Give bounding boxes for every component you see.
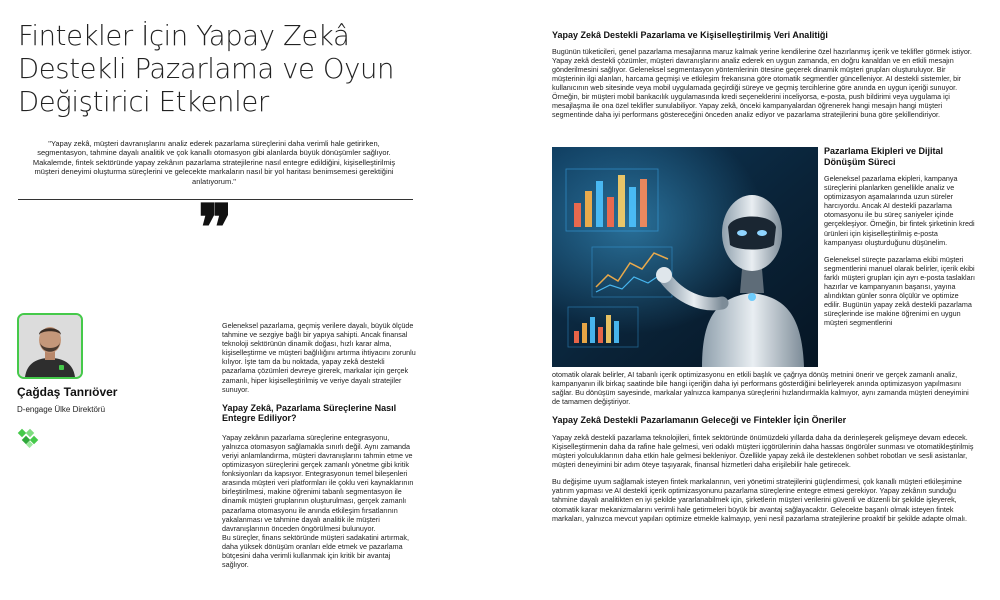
- paragraph-personalization: Bugünün tüketicileri, genel pazarlama mesajlarına maruz kalmak yerine kendilerine özel hazırlanmış içerik ve teklifler görmek istiyor. Yapay zekâ destekli çözümler, müşteri davranışlarını analiz ederek en uygun zamanda, en doğru kanaldan ve en etkili mesajın gönderilmesini sağlıyor. Geleneksel segmentasyon yöntemlerinin ötesine geçerek dinamik müşteri grupları oluşturuluyor. Bir müşterinin ilgi alanları, harcama geçmişi ve etkileşim frekansına göre otomatik segmentler güncelleniyor. AI destekli sistemler, bir kullanıcının web sitesinde veya mobil uygulamada geçirdiği süreye ve geçmiş tercihlerine göre anında en uygun içeriği sunuyor. Örneğin, bir müşteri mobil bankacılık uygulamasında kredi seçeneklerini inceliyorsa, e-posta, push bildirimi veya uygulama içi mesajlaşma ile ona özel teklifler sunulabiliyor. Yapay zekâ, önceki kampanyalardan öğrenerek hangi mesajın hangi müşteri segmentinde daha iyi performans göstereceğini önceden analiz ediyor ve pazarlama stratejilerini buna göre şekillendiriyor.: [552, 46, 972, 120]
- subheading-integration: Yapay Zekâ, Pazarlama Süreçlerine Nasıl Entegre Ediliyor?: [222, 402, 397, 424]
- quote-icon: ❞: [198, 191, 233, 266]
- author-role: D-engage Ülke Direktörü: [17, 405, 106, 414]
- paragraph-future: Yapay zekâ destekli pazarlama teknolojileri, fintek sektöründe önümüzdeki yıllarda daha da derinleşerek gelişmeye devam edecek. Kişiselleştirmenin daha da rafine hale gelmesi, veri odaklı müşteri içgörülerinin daha hassas öngörüler sunması ve otomatikleştirilmiş müşteri yolculuklarının daha etkin hale gelmesi bekleniyor. Özellikle yapay zekâ ile desteklenen sohbet robotları ve sesli asistanlar, müşteri deneyimini bir adım öteye taşıyarak, finansal hizmetleri daha erişilebilir hale getirecek.: [552, 432, 974, 470]
- intro-quote: "Yapay zekâ, müşteri davranışlarını analiz ederek pazarlama süreçlerini daha verimli hale getirirken, segmentasyon, tahmine dayalı analitik ve çok kanallı otomasyon gibi alanlarda büyük dönüşümler sağlıyor. Makalemde, fintek sektöründe yapay zekânın pazarlama stratejilerine nasıl entegre edildiğini, kişiselleştirilmiş müşteri deneyimi oluşturma süreçlerini ve gelecekte markaların nasıl bir yol haritası benimsemesi gerektiğini anlatıyorum.": [32, 139, 396, 186]
- subheading-future: Yapay Zekâ Destekli Pazarlamanın Geleceği ve Fintekler İçin Öneriler: [552, 415, 847, 426]
- right-page: [520, 0, 1000, 600]
- subheading-personalization: Yapay Zekâ Destekli Pazarlama ve Kişiselleştirilmiş Veri Analitiği: [552, 30, 828, 40]
- paragraph-traditional-process: Geleneksel süreçte pazarlama ekibi müşteri segmentlerini manuel olarak belirler, içerik ekibi farklı müşteri grupları için ayrı e-posta taslakları hazırlar ve kampanyanın başarısı, yayına alındıktan günler sonra ölçülür ve optimize edilir. Bugünün yapay zekâ destekli pazarlama süreçlerinde ise makine öğrenimi en uygun müşteri segmentlerini: [824, 254, 975, 328]
- article-title: Fintekler İçin Yapay Zekâ Destekli Pazarlama ve Oyun Değiştirici Etkenler: [18, 20, 395, 118]
- paragraph-recommendations: Bu değişime uyum sağlamak isteyen fintek markalarının, veri yönetimi stratejilerini güçlendirmesi, çok kanallı müşteri etkileşimine yatırım yapması ve AI destekli içerik optimizasyonunu pazarlama süreçlerine entegre etmesi gerekiyor. Yapay zekânın sunduğu tahmine dayalı analitikten en iyi şekilde yararlanabilmek için, şirketlerin müşteri verilerini güvenli ve düzenli bir şekilde işleyerek, otomatik karar mekanizmalarını verimli hale getirmeleri büyük bir avantaj sağlayacaktır. Gelecekte başarılı olmak isteyen fintek markaları, yalnızca mevcut yapıları optimize etmekle kalmayıp, yeni nesil pazarlama stratejilerine proaktif bir şekilde adapte olmalı.: [552, 477, 968, 523]
- author-avatar: [17, 313, 83, 379]
- subheading-digital-transformation: Pazarlama Ekipleri ve Dijital Dönüşüm Süreci: [824, 146, 944, 167]
- d-engage-logo-icon: [17, 428, 41, 448]
- left-article-column: [222, 321, 416, 569]
- paragraph-intro: Geleneksel pazarlama, geçmiş verilere dayalı, büyük ölçüde tahmine ve sezgiye bağlı bir yapıya sahipti. Ancak finansal teknoloji sektörünün dinamik doğası, hızlı karar alma, kişiselleştirme ve müşteri bağlılığını artırma ihtiyacını zorunlu kılıyor. İşte tam da bu noktada, yapay zekâ destekli pazarlama çözümleri devreye girerek, markalar için gerçek zamanlı, hiper kişiselleştirilmiş ve veriye dayalı stratejiler sunuyor.: [222, 321, 416, 394]
- robot-illustration: [552, 147, 818, 367]
- right-top-section: [552, 30, 977, 119]
- ai-robot-image: [552, 147, 818, 367]
- paragraph-benefits: Bu süreçler, finans sektöründe müşteri sadakatini artırmak, daha yüksek dönüşüm oranları elde etmek ve pazarlama bütçesini daha verimli kullanmak için kritik bir avantaj sağlıyor.: [222, 532, 409, 570]
- paragraph-traditional-process-cont: otomatik olarak belirler, AI tabanlı içerik optimizasyonu en etkili başlık ve çağrıya dönüş metnini önerir ve gerçek zamanlı analiz, kampanyanın ilk birkaç saatinde bile hangi içeriğin daha iyi performans gösterdiğini belirleyerek anında optimizasyon yapılmasını sağlar. Bu dönüşüm sayesinde, markalar yalnızca kampanya süreçlerini hızlandırmakla kalmıyor, aynı zamanda müşteri deneyimini de tamamen değiştiriyor.: [552, 370, 969, 407]
- right-bottom-section: [552, 370, 977, 523]
- paragraph-integration: Yapay zekânın pazarlama süreçlerine entegrasyonu, yalnızca otomasyon sağlamakla sınırlı değil. Aynı zamanda veriyi anlamlandırma, müşteri davranışlarını tahmin etme ve optimizasyon süreçlerini gerçek zamanlı yönetme gibi kritik fonksiyonları da kapsıyor. Entegrasyonun temel bileşenleri arasında müşteri veri platformları ile çoklu veri kaynaklarının birleştirilmesi, makine öğrenimi tabanlı segmentasyon ile dinamik müşteri gruplarının oluşturulması, gerçek zamanlı pazarlama otomasyonu ile anında etkileşim fırsatlarının yakalanması ve tahmine dayalı analitik ile müşteri davranışlarının önceden öngörülmesi bulunuyor.: [222, 432, 414, 533]
- right-side-column: [824, 146, 977, 328]
- author-portrait: [19, 315, 81, 377]
- paragraph-marketing-teams: Geleneksel pazarlama ekipleri, kampanya süreçlerini planlarken genellikle analiz ve optimizasyon aşamalarında uzun süreler harcıyordu. Ancak AI destekli pazarlama otomasyonu ile bu süreç saniyeler içinde gerçekleşiyor. Örneğin, bir fintek şirketinin kredi ürünleri için kişiselleştirilmiş e-posta kampanyası oluşturduğunu düşünelim.: [824, 174, 975, 247]
- author-name: Çağdaş Tanrıöver: [17, 385, 118, 399]
